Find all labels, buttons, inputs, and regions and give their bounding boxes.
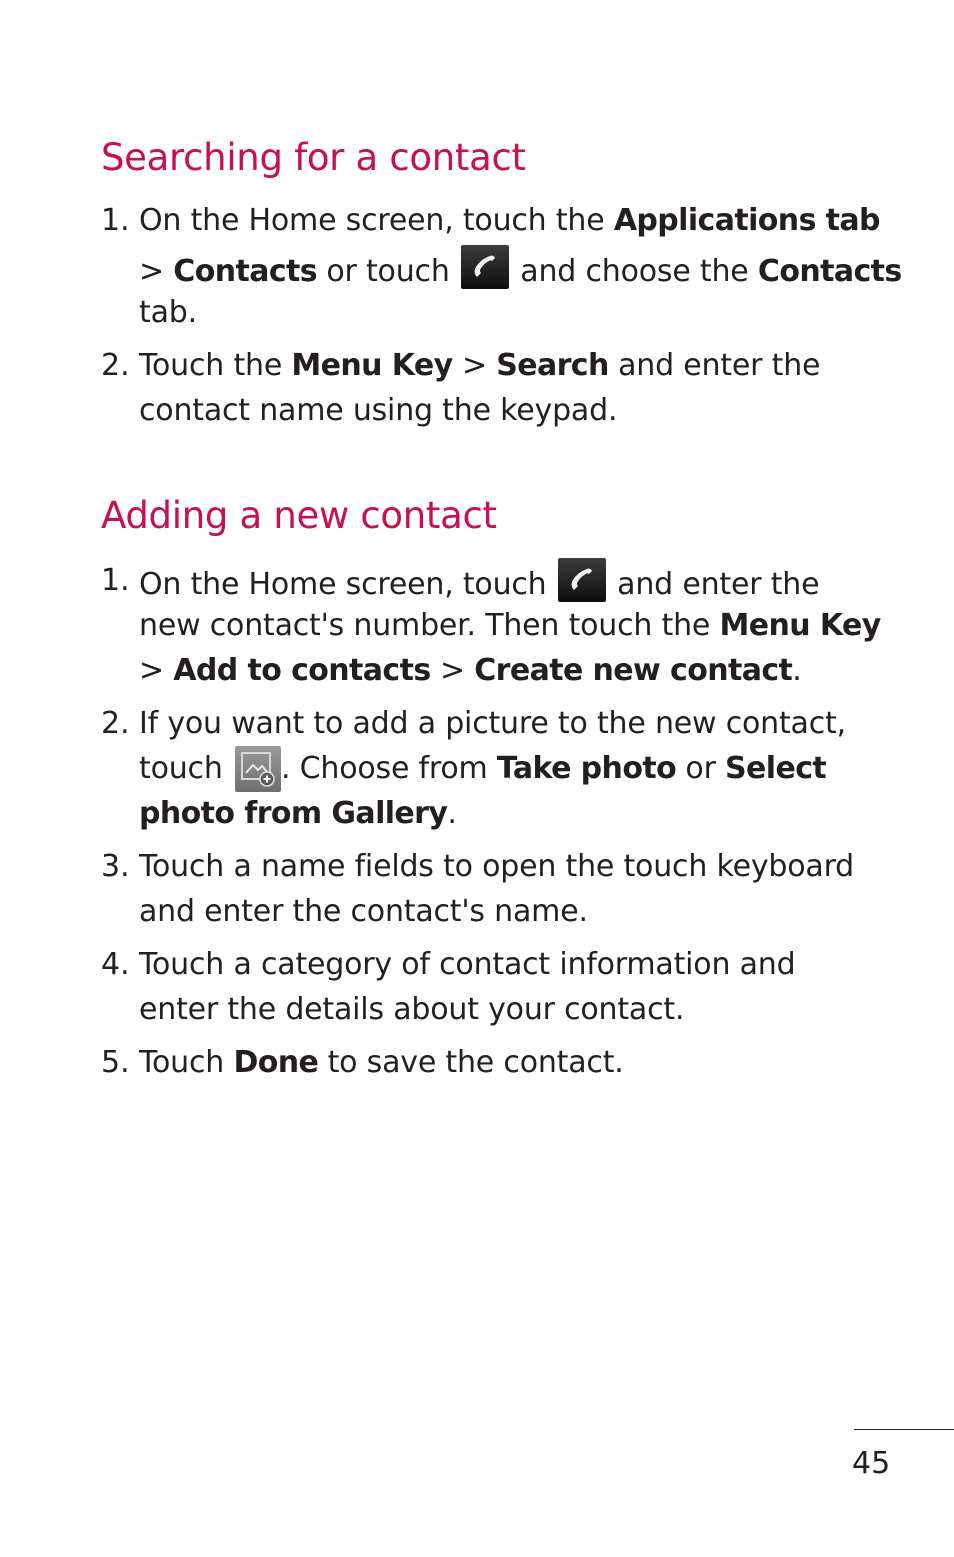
step-text-line: Touch a name fields to open the touch keyboard (139, 849, 855, 884)
step-text-line: If you want to add a picture to the new contact, (139, 706, 846, 741)
step-text-line: Touch Done to save the contact. (139, 1045, 624, 1080)
step-number: 4. (101, 947, 130, 982)
step-text-line: On the Home screen, touch and enter the (139, 558, 819, 607)
phone-icon (461, 245, 509, 289)
step-text-line: > Contacts or touch and choose the Contacts (139, 245, 902, 294)
add-photo-icon (235, 746, 281, 792)
page-number: 45 (852, 1446, 891, 1481)
step-number: 1. (101, 203, 130, 238)
step-text-line: and enter the contact's name. (139, 894, 588, 929)
step-text-line: enter the details about your contact. (139, 992, 685, 1027)
section-heading-searching: Searching for a contact (101, 136, 526, 179)
step-text-line: On the Home screen, touch the Applications tab (139, 203, 880, 238)
footer-rule (854, 1429, 954, 1430)
step-text-line: tab. (139, 295, 197, 330)
step-text-line: contact name using the keypad. (139, 393, 618, 428)
step-text-line: new contact's number. Then touch the Menu Key (139, 608, 881, 643)
step-text-line: > Add to contacts > Create new contact. (139, 653, 802, 688)
step-number: 2. (101, 706, 130, 741)
step-text-line: Touch the Menu Key > Search and enter the (139, 348, 821, 383)
step-text-line: Touch a category of contact information and (139, 947, 796, 982)
section-heading-adding: Adding a new contact (101, 494, 497, 537)
step-number: 2. (101, 348, 130, 383)
step-text-line: photo from Gallery. (139, 796, 457, 831)
step-number: 1. (101, 563, 130, 598)
step-number: 3. (101, 849, 130, 884)
phone-icon (558, 558, 606, 602)
step-text-line: touch . Choose from Take photo or Select (139, 746, 826, 792)
step-number: 5. (101, 1045, 130, 1080)
